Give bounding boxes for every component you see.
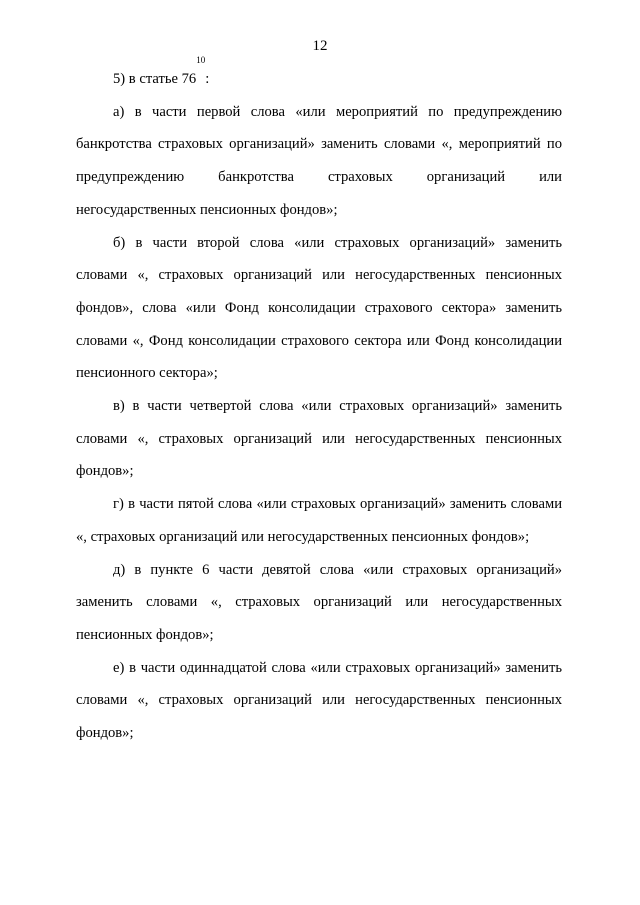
paragraph-a: а) в части первой слова «или мероприятий по предупреждению банкротства страховых организаций» заменить словами «, мероприятий по предупреждению банкротства страховых организаций или негосударственных пенсионных фондов»; (76, 103, 562, 218)
document-body (76, 55, 562, 750)
article-heading (76, 55, 562, 96)
page-number: 12 (312, 38, 328, 54)
paragraph-d: д) в пункте 6 части девятой слова «или страховых организаций» заменить словами «, страховых организаций или негосударственных пенсионных фондов»; (76, 561, 562, 643)
article-heading-suffix: : (205, 71, 210, 87)
paragraph-v: в) в части четвертой слова «или страховых организаций» заменить словами «, страховых организаций или негосударственных пенсионных фондов»; (76, 398, 562, 480)
paragraph-b: б) в части второй слова «или страховых организаций» заменить словами «, страховых организаций или негосударственных пенсионных фондов», слова «или Фонд консолидации страхового сектора» заменить словами «, Фонд консолидации страхового сектора или Фонд консолидации пенсионного сектора»; (76, 234, 562, 382)
article-heading-text: 5) в статье 76 (113, 71, 197, 87)
paragraph-e: е) в части одиннадцатой слова «или страховых организаций» заменить словами «, страховых организаций или негосударственных пенсионных фондов»; (76, 659, 562, 742)
paragraph-g: г) в части пятой слова «или страховых организаций» заменить словами «, страховых организаций или негосударственных пенсионных фондов»; (76, 496, 562, 545)
article-heading-superscript: 10 (196, 55, 206, 65)
